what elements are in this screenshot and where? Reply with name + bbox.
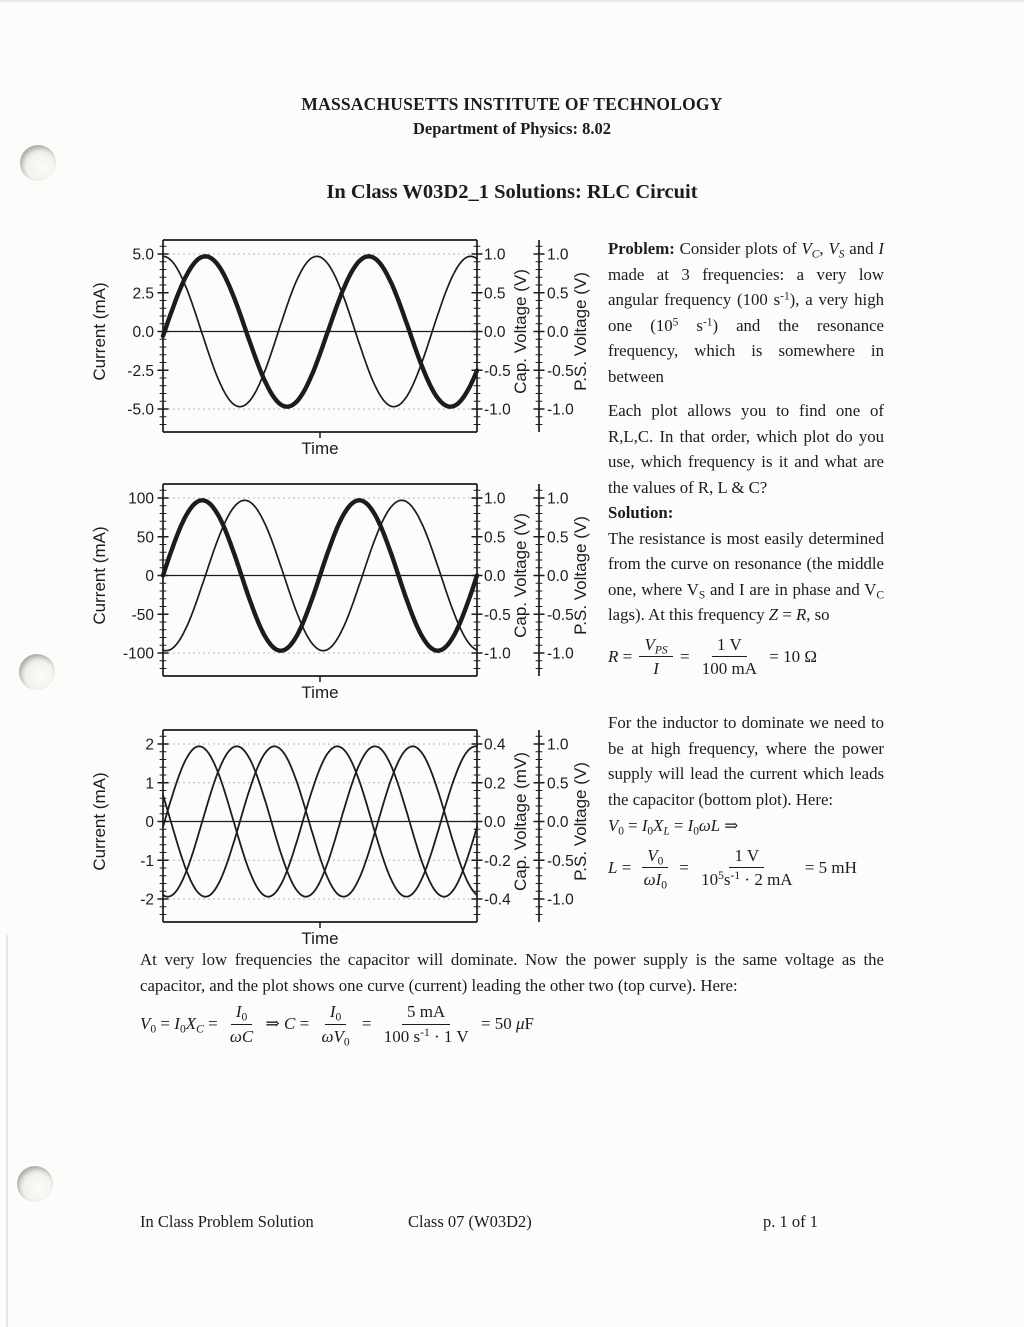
- plot-low-frequency: [85, 228, 605, 460]
- svg-text:-1.0: -1.0: [484, 401, 511, 419]
- svg-text:-1.0: -1.0: [484, 645, 511, 663]
- solution-section: [608, 500, 884, 679]
- plot-resonance: [85, 472, 605, 704]
- capacitor-paragraph: At very low frequencies the capacitor will dominate. Now the power supply is the same voltage as the capacitor, and the plot shows one curve (current) leading the other two (top curve). Here:: [140, 950, 884, 995]
- y-left-axis-title: Current (mA): [90, 772, 109, 871]
- svg-text:1.0: 1.0: [484, 246, 506, 264]
- solution-paragraph: The resistance is most easily determined from the curve on resonance (the middle one, where $V_S$ and I are in phase and $V_C$ lags). At this frequency Z = R, so: [608, 528, 884, 624]
- y-left-tick-labels: [123, 491, 154, 663]
- hole-punch-bottom: [17, 1166, 53, 1202]
- hole-punch-middle: [19, 654, 55, 690]
- svg-text:0.0: 0.0: [132, 324, 154, 341]
- svg-text:-2.5: -2.5: [127, 362, 154, 380]
- svg-text:0.5: 0.5: [547, 529, 569, 547]
- y-left-tick-labels: [127, 247, 154, 419]
- x-axis-title: Time: [301, 929, 339, 948]
- svg-text:1.0: 1.0: [547, 490, 569, 508]
- y-right2-axis-title: P.S. Voltage (V): [571, 516, 590, 635]
- svg-text:0.0: 0.0: [547, 324, 569, 341]
- y-left-tick-labels: [140, 737, 154, 909]
- y-right1-tick-labels: [484, 737, 511, 909]
- svg-text:0.0: 0.0: [484, 814, 506, 831]
- svg-text:0.0: 0.0: [547, 568, 569, 585]
- department-title: Department of Physics: 8.02: [413, 119, 611, 138]
- page-title: In Class W03D2_1 Solutions: RLC Circuit: [326, 181, 698, 203]
- svg-text:-0.5: -0.5: [484, 606, 511, 624]
- svg-text:-0.5: -0.5: [547, 362, 574, 380]
- y-right2-axis-title: P.S. Voltage (V): [571, 762, 590, 881]
- svg-text:2: 2: [145, 736, 154, 754]
- svg-text:1: 1: [145, 775, 154, 793]
- svg-text:0.0: 0.0: [484, 568, 506, 585]
- svg-text:-0.5: -0.5: [484, 362, 511, 380]
- svg-text:0.5: 0.5: [484, 529, 506, 547]
- y-right1-axis-title: Cap. Voltage (V): [511, 513, 530, 638]
- each-plot-paragraph: Each plot allows you to find one of R,L,C. In that order, which plot do you use, which frequency is it and what are the values of R, L & C?: [608, 401, 884, 497]
- y-right2-axis-title: P.S. Voltage (V): [571, 272, 590, 391]
- svg-text:0.4: 0.4: [484, 736, 506, 754]
- svg-text:-1: -1: [140, 852, 154, 870]
- svg-text:5.0: 5.0: [132, 246, 154, 264]
- svg-text:0: 0: [145, 568, 154, 585]
- capacitance-equation: $V_0 = I_0X_C$ = $\frac{I_0}{\omega C}$ ⇒ C = $\frac{I_0}{\omega V_0}$ = $\frac{5 mA}{100 s^{-1} \cdot 1 V}$ = 50 μF: [140, 1002, 534, 1049]
- problem-paragraph: Problem: Consider plots of $V_C$, $V_S$ and I made at 3 frequencies: a very low angular frequency (100 $s^{-1}$), a very high one ($10^5$ $s^{-1}$) and the resonance frequency, which is somewhere in between: [608, 239, 885, 386]
- svg-text:1.0: 1.0: [547, 736, 569, 754]
- footer-center: Class 07 (W03D2): [408, 1212, 532, 1231]
- y-right1-axis-title: Cap. Voltage (mV): [511, 752, 530, 891]
- svg-text:0.5: 0.5: [547, 285, 569, 303]
- svg-text:-50: -50: [131, 606, 154, 624]
- svg-text:-1.0: -1.0: [547, 401, 574, 419]
- svg-text:-1.0: -1.0: [547, 645, 574, 663]
- x-axis-title: Time: [301, 439, 339, 458]
- svg-text:-0.2: -0.2: [484, 852, 511, 870]
- svg-text:0.0: 0.0: [547, 814, 569, 831]
- svg-text:0.5: 0.5: [547, 775, 569, 793]
- svg-text:1.0: 1.0: [484, 490, 506, 508]
- svg-text:-5.0: -5.0: [127, 401, 154, 419]
- inductor-inline-equation: $V_0 = I_0X_L = I_0\omega L$ ⇒: [608, 816, 739, 838]
- svg-text:1.0: 1.0: [547, 246, 569, 264]
- x-axis-title: Time: [301, 683, 339, 702]
- footer-left: In Class Problem Solution: [140, 1212, 314, 1231]
- scan-top-edge: [0, 0, 1024, 2]
- inductor-section: [608, 710, 884, 890]
- svg-text:100: 100: [128, 490, 154, 508]
- scan-left-edge: [6, 935, 8, 1327]
- svg-text:-2: -2: [140, 891, 154, 909]
- resistance-equation: R = $\frac{V_{PS}}{I}$ = $\frac{1 V}{100 mA}$ = 10 Ω: [608, 634, 818, 679]
- svg-text:0.0: 0.0: [484, 324, 506, 341]
- svg-text:50: 50: [136, 529, 154, 547]
- svg-text:-1.0: -1.0: [547, 891, 574, 909]
- y-right1-tick-labels: [484, 491, 511, 663]
- y-right1-axis-title: Cap. Voltage (V): [511, 269, 530, 394]
- svg-text:-0.5: -0.5: [547, 852, 574, 870]
- footer-right: p. 1 of 1: [763, 1212, 818, 1231]
- svg-text:-0.5: -0.5: [547, 606, 574, 624]
- svg-text:0: 0: [145, 814, 154, 831]
- svg-text:-0.4: -0.4: [484, 891, 511, 909]
- y-left-axis-title: Current (mA): [90, 526, 109, 625]
- solution-heading: Solution:: [608, 503, 674, 522]
- svg-text:0.2: 0.2: [484, 775, 506, 793]
- svg-text:-100: -100: [122, 645, 154, 663]
- hole-punch-top: [20, 145, 56, 181]
- y-right1-tick-labels: [484, 247, 511, 419]
- inductance-equation: L = $\frac{V_0}{\omega I_0}$ = $\frac{1 V}{10^5s^{-1} \cdot 2 mA}$ = 5 mH: [608, 845, 857, 892]
- inductor-paragraph: For the inductor to dominate we need to be at high frequency, where the power supply will lead the current which leads the capacitor (bottom plot). Here:: [608, 713, 884, 809]
- institute-title: MASSACHUSETTS INSTITUTE OF TECHNOLOGY: [301, 94, 723, 114]
- plot-high-frequency: [85, 718, 605, 950]
- svg-text:0.5: 0.5: [484, 285, 506, 303]
- svg-text:2.5: 2.5: [132, 285, 154, 303]
- y-left-axis-title: Current (mA): [90, 282, 109, 381]
